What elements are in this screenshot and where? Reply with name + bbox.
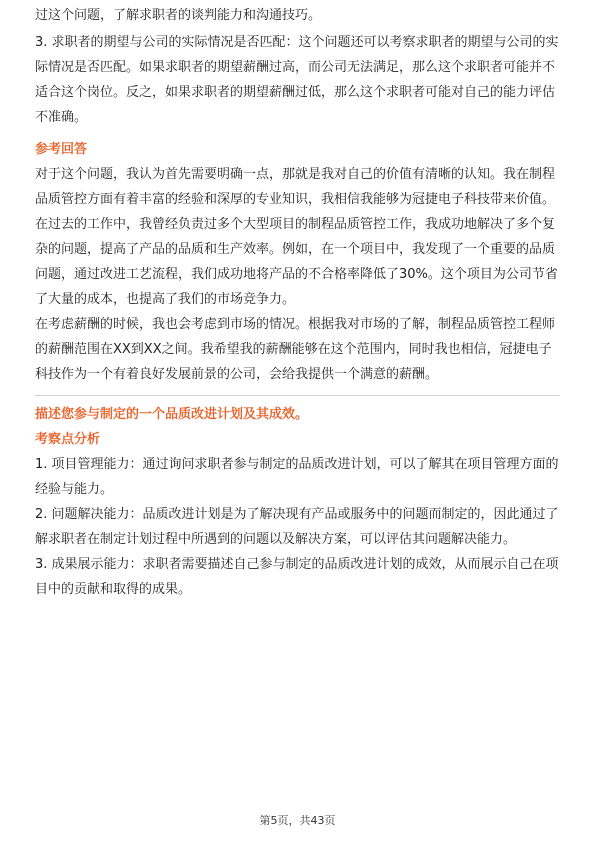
section-divider — [35, 395, 560, 396]
body-paragraph: 3. 求职者的期望与公司的实际情况是否匹配：这个问题还可以考察求职者的期望与公司的实际情况是否匹配。如果求职者的期望薪酬过高，而公司无法满足，那么这个求职者可能并不适合这个岗位。反之，如果求职者的期望薪酬过低，那么这个求职者可能对自己的能力评估不准确。 — [35, 35, 559, 125]
page-footer: 第5页，共43页 — [259, 814, 336, 827]
analysis-paragraph: 3. 成果展示能力：求职者需要描述自己参与制定的品质改进计划的成效，从而展示自己在项目中的贡献和取得的成果。 — [35, 557, 559, 597]
document-page — [35, 0, 560, 602]
answer-paragraph: 在考虑薪酬的时候，我也会考虑到市场的情况。根据我对市场的了解，制程品质管控工程师的薪酬范围在XX到XX之间。我希望我的薪酬能够在这个范围内，同时我也相信，冠捷电子科技作为一个有着良好发展前景的公司，会给我提供一个满意的薪酬。 — [35, 317, 556, 382]
answer-heading: 参考回答 — [35, 142, 88, 157]
question-title: 描述您参与制定的一个品质改进计划及其成效。 — [35, 407, 309, 422]
analysis-heading: 考察点分析 — [35, 432, 101, 447]
analysis-paragraph: 2. 问题解决能力：品质改进计划是为了解决现有产品或服务中的问题而制定的，因此通过了解求职者在制定计划过程中所遇到的问题以及解决方案，可以评估其问题解决能力。 — [35, 507, 559, 547]
answer-paragraph: 对于这个问题，我认为首先需要明确一点，那就是我对自己的价值有清晰的认知。我在制程品质管控方面有着丰富的经验和深厚的专业知识，我相信我能够为冠捷电子科技带来价值。 — [35, 167, 556, 207]
answer-paragraph: 在过去的工作中，我曾经负责过多个大型项目的制程品质管控工作，我成功地解决了多个复杂的问题，提高了产品的品质和生产效率。例如，在一个项目中，我发现了一个重要的品质问题，通过改进工艺流程，我们成功地将产品的不合格率降低了30%。这个项目为公司节省了大量的成本，也提高了我们的市场竞争力。 — [35, 217, 558, 307]
analysis-paragraph: 1. 项目管理能力：通过询问求职者参与制定的品质改进计划，可以了解其在项目管理方面的经验与能力。 — [35, 457, 559, 497]
body-paragraph: 过这个问题，了解求职者的谈判能力和沟通技巧。 — [35, 8, 322, 23]
